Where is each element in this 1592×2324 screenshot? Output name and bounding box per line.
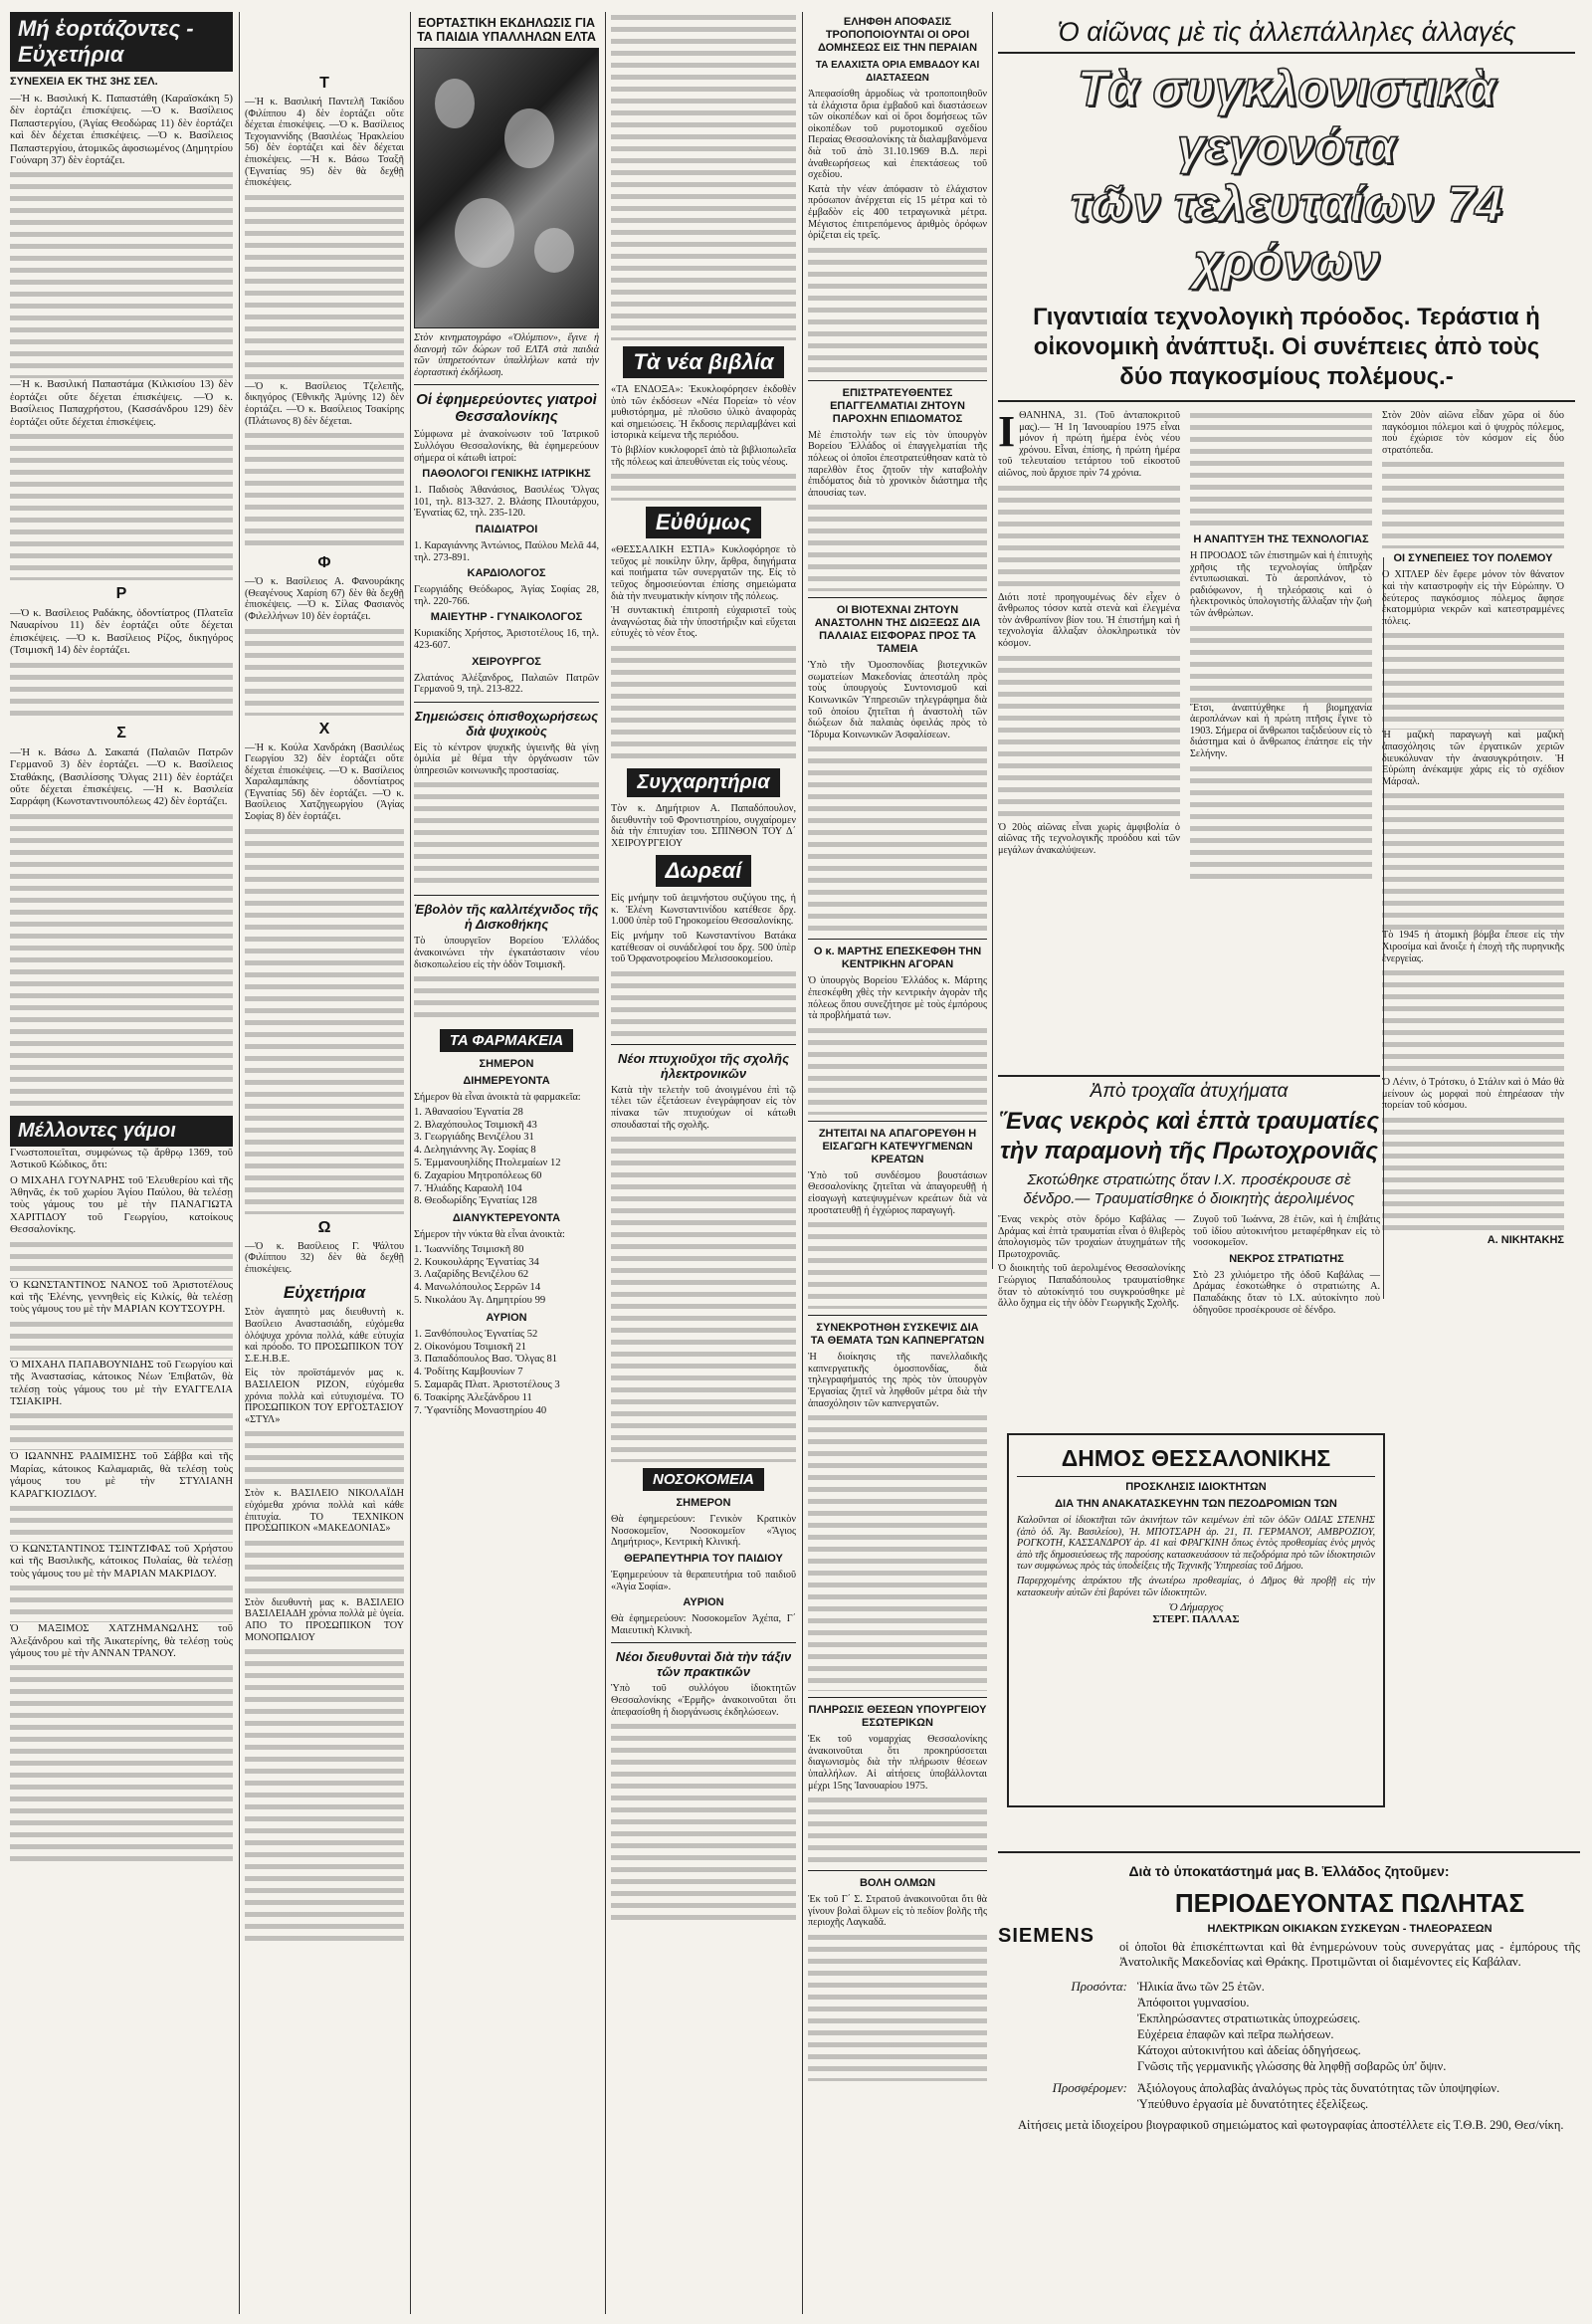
pharmacies-list-night (414, 1244, 599, 1308)
accident-kicker: Ἀπὸ τροχαῖα ἀτυχήματα (1090, 1081, 1289, 1102)
wish-text: Εἰς τὸν προϊστάμενόν μας κ. ΒΑΣΙΛΕΙΟΝ ΡΙΖΟΝ, εὐχόμεθα χρόνια πολλὰ καὶ εὐτυχισμένα. ΤΟ ΠΡΟΣΩΠΙΚΟΝ ΤΟΥ ΕΡΓΟΣΤΑΣΙΟΥ «ΣΤΥΛ» (245, 1368, 404, 1425)
doctors-specialty: ΠΑΘΟΛΟΓΟΙ ΓΕΝΙΚΗΣ ΙΑΤΡΙΚΗΣ (422, 468, 591, 481)
ad-offer-list (1137, 2080, 1499, 2112)
doctors-list: Γεωργιάδης Θεόδωρος, Ἀγίας Σοφίας 28, τηλ. 220-766. (414, 584, 599, 607)
doctors-title: Οἱ ἐφημερεύοντες γιατροὶ Θεσσαλονίκης (416, 391, 597, 426)
pharmacy-entry: 5. Σαμαρᾶς Πλατ. Ἀριστοτέλους 3 (414, 1378, 560, 1390)
accident-deck: Σκοτώθηκε στρατιώτης ὅταν Ι.Χ. προσέκρουσε σὲ δένδρο.— Τραυματίσθηκε ὁ διοικητὴς ἀερολιμένος (1023, 1171, 1355, 1207)
greeting-text: —Ὁ κ. Βασίλειος Τζελεπῆς, δικηγόρος (Ἐθνικῆς Ἀμύνης 12) δὲν ἑορτάζει. —Ὁ κ. Βασίλειος Τσακίρης (Πλάτωνος 8) δὲν δέχεται. (245, 380, 404, 427)
feature-subhead: ΟΙ ΣΥΝΕΠΕΙΕΣ ΤΟΥ ΠΟΛΕΜΟΥ (1393, 552, 1553, 565)
greeting-text: —Ἡ κ. Βάσω Δ. Σακαπά (Παλαιῶν Πατρῶν Γερμανοῦ 3) δὲν ἑορτάζει. —Ὁ κ. Βασίλειος Σταθάκης, (Βασιλίσσης Ὄλγας 211) δὲν ἑορτάζει οὔτε δέχεται ἐπισκέψεις. —Ἡ κ. Βασιλεία Σαρράφη (Κωνσταντινουπόλεως 42) δὲν ἑορτάζει. (10, 745, 233, 808)
accident-text: Στὸ 23 χιλιόμετρο τῆς ὁδοῦ Καβάλας — Δράμας ἐσκοτώθηκε ὁ στρατιώτης Α. Παπαδάκης ὅταν τὸ Ι.Χ. αὐτοκίνητο ποὺ ὁδηγοῦσε προσέκρουσε σὲ δένδρο. (1193, 1269, 1380, 1316)
news-text: Κατὰ τὴν νέαν ἀπόφασιν τὸ ἐλάχιστον πρόσωπον ἀνέρχεται εἰς 15 μέτρα καὶ τὸ ἐμβαδὸν εἰς 400 τετραγωνικὰ μέτρα. Μέγιστος ἐπιτρεπόμενος ἀριθμὸς ὀρόφων ὁρίζεται εἰς τρεῖς. (808, 183, 987, 242)
siemens-ad (998, 1851, 1580, 2317)
text-filler (10, 1583, 233, 1622)
text-filler (611, 1721, 796, 1920)
greeting-text: —Ὁ κ. Βασίλειος Γ. Ψάλτου (Φιλίππου 32) δὲν θὰ δεχθῇ ἐπισκέψεις. (245, 1240, 404, 1275)
ad-footer: Αἰτήσεις μετὰ ἰδιοχείρου βιογραφικοῦ σημειώματος καὶ φωτογραφίας ἀποστέλλετε εἰς Τ.Θ.Β. 290, Θεσ/νίκη. (1018, 2118, 1564, 2132)
municipal-sign-name: ΣΤΕΡΓ. ΠΑΛΛΑΣ (1152, 1613, 1240, 1626)
congratulations-text: Τὸν κ. Δημήτριον Α. Παπαδόπουλον, διευθυντὴν τοῦ Φροντιστηρίου, συγχαίρομεν διὰ τὴν ἐπιτυχίαν του. ΣΠΙΝΘΟΝ ΤΟΥ Δ΄ ΧΕΙΡΟΥΡΓΕΙΟΥ (611, 802, 796, 849)
news-headline: Ο κ. ΜΑΡΤΗΣ ΕΠΕΣΚΕΦΘΗ ΤΗΝ ΚΕΝΤΡΙΚΗΝ ΑΓΟΡΑΝ (813, 946, 982, 971)
column-books-announcements (611, 12, 796, 2314)
event-headline: ΕΟΡΤΑΣΤΙΚΗ ΕΚΔΗΛΩΣΙΣ ΓΙΑ ΤΑ ΠΑΙΔΙΑ ΥΠΑΛΛΗΛΩΝ ΕΛΤΑ (417, 16, 596, 44)
text-filler (10, 431, 233, 580)
text-filler (10, 169, 233, 378)
pharmacies-category: ΔΙΗΜΕΡΕΥΟΝΤΑ (463, 1075, 550, 1088)
accident-text: Ἕνας νεκρὸς στὸν δρόμο Καβάλας — Δράμας καὶ ἑπτὰ τραυματίαι εἶναι ὁ θλιβερὸς ἀπολογισμὸς τῶν τροχαίων ἀτυχημάτων τῆς Πρωτοχρονιᾶς. (998, 1214, 1185, 1260)
requirement-item: Ἐκπληρώσαντες στρατιωτικὰς ὑποχρεώσεις. (1137, 2011, 1361, 2025)
text-filler (1190, 763, 1372, 883)
text-filler (808, 1025, 987, 1115)
euthymos-text: Ἡ συντακτικὴ ἐπιτροπὴ εὐχαριστεῖ τοὺς ἀναγνώστας διὰ τὴν ὑποστήριξιν καὶ εὔχεται εὐτυχὲς τὸ νέον ἔτος. (611, 605, 796, 640)
feature-text: Ἔτσι, ἀναπτύχθηκε ἡ βιομηχανία ἀεροπλάνων καὶ ἡ πρώτη πτῆσις ἔγινε τὸ 1903. Σήμερα οἱ ἄνθρωποι ταξιδεύουν εἰς τὸ διάστημα καὶ ὁ ἄνθρωπος ἐπάτησε εἰς τὴν Σελήνην. (1190, 702, 1372, 759)
offer-item: Ὑπεύθυνο ἐργασία μὲ δυνατότητες ἐξελίξεως. (1137, 2097, 1369, 2111)
feature-text: Ο ΧΙΤΛΕΡ δὲν ἔφερε μόνον τὸν θάνατον καὶ τὴν καταστροφὴν εἰς τὴν Εὐρώπην. Ὁ δεύτερος παγκόσμιος πόλεμος ἄφησε ἐκατομμύρια νεκρῶν καὶ κατεστραμμένες πόλεις. (1382, 569, 1564, 627)
feature-text: Τὸ 1945 ἡ ἀτομικὴ βόμβα ἔπεσε εἰς τὴν Χιροσίμα καὶ ἄνοιξε ἡ ἐποχὴ τῆς πυρηνικῆς ἐνεργείας. (1382, 930, 1564, 964)
ad-subtitle: ΗΛΕΚΤΡΙΚΩΝ ΟΙΚΙΑΚΩΝ ΣΥΣΚΕΥΩΝ - ΤΗΛΕΟΡΑΣΕΩΝ (1207, 1923, 1492, 1935)
section-letter: Σ (116, 724, 126, 741)
ad-requirements-list (1137, 1979, 1446, 2074)
pharmacies-today: ΣΗΜΕΡΟΝ (479, 1058, 534, 1071)
municipal-sign-role: Ὁ Δήμαρχος (1168, 1601, 1224, 1614)
banner-greetings: Μή ἑορτάζοντες - Εὐχετήρια (10, 12, 233, 72)
ad-body: οἱ ὁποῖοι θὰ ἐπισκέπτωνται καὶ θὰ ἐνημερώνουν τοὺς συνεργάτας μας - ἐμπόρους τῆς Ἀνατολικῆς Μακεδονίας καὶ Θράκης. Προτιμῶνται οἱ διαμένοντες εἰς Καβάλαν. (1119, 1940, 1580, 1969)
hospitals-text: Θὰ ἐφημερεύουν: Γενικὸν Κρατικὸν Νοσοκομεῖον, Νοσοκομεῖον «Ἅγιος Δημήτριος», Κεντρικὴ Κλινική. (611, 1514, 796, 1549)
section-letter: Χ (318, 720, 330, 738)
news-headline: ΟΙ ΒΙΟΤΕΧΝΑΙ ΖΗΤΟΥΝ ΑΝΑΣΤΟΛΗΝ ΤΗΣ ΔΙΩΞΕΩΣ ΔΙΑ ΠΑΛΑΙΑΣ ΕΙΣΦΟΡΑΣ ΠΡΟΣ ΤΑ ΤΑΜΕΙΑ (814, 604, 981, 656)
greeting-text: —Ἡ κ. Βασιλική Παντελῆ Τακίδου (Φιλίππου 4) δὲν ἑορτάζει οὔτε δέχεται ἐπισκέψεις. —Ὁ κ. Βασίλειος Τεχογιαννίδης (Βασιλέως Ἡρακλείου 56) δὲν ἑορτάζει καὶ δὲν δέχεται ἐπισκέψεις. —Ἡ κ. Βάσω Τσαξῆ (Ἐγνατίας 95) δὲν θὰ δεχθῇ ἐπισκέψεις. (245, 97, 404, 189)
text-filler (245, 430, 404, 549)
pharmacy-entry: 3. Παπαδόπουλος Βασ. Ὄλγας 81 (414, 1354, 558, 1366)
feature-text: ΘΑΝΗΝΑ, 31. (Τοῦ ἀνταποκριτοῦ μας).— Ἡ 1η Ἰανουαρίου 1975 εἶναι μόνον ἡ πρώτη ἡμέρα ἑνὸς νέου χρόνου. Εἶναι, ἐπίσης, ἡ πρώτη ἡμέρα τοῦ τελευταίου τετάρτου τοῦ εἰκοστοῦ αἰῶνος, ποὺ ἄρχισε πρὶν 74 χρόνια. (998, 410, 1180, 479)
section-letter: Ρ (115, 585, 127, 603)
accident-text: Ὁ διοικητὴς τοῦ ἀερολιμένος Θεσσαλονίκης Γεώργιος Παπαδόπουλος τραυματίσθηκε ὅταν τὸ αὐτοκίνητό του συγκρούσθηκε μὲ ἄλλο ὄχημα εἰς τὴν ὁδὸν Γεωργικῆς Σχολῆς. (998, 1263, 1185, 1310)
text-filler (245, 192, 404, 381)
notes-title: Σημειώσεις ὁπισθοχωρήσεως διὰ ψυχικοὺς (415, 708, 598, 739)
hospitals-today: ΣΗΜΕΡΟΝ (676, 1497, 731, 1510)
requirement-item: Κάτοχοι αὐτοκινήτου καὶ ἀδείας ὁδηγήσεως. (1137, 2043, 1361, 2057)
requirement-item: Γνῶσις τῆς γερμανικῆς γλώσσης θὰ ληφθῇ σοβαρῶς ὑπ' ὄψιν. (1137, 2059, 1447, 2073)
text-filler (1382, 1115, 1564, 1234)
text-filler (10, 811, 233, 1110)
feature-title-line2: τῶν τελευταίων 74 χρόνων (1071, 176, 1502, 290)
notes-text: Εἰς τὸ κέντρον ψυχικῆς ὑγιεινῆς θὰ γίνῃ ὁμιλία μὲ θέμα τὴν ὀργάνωσιν τῶν ὑπηρεσιῶν κοινωνικῆς προστασίας. (414, 741, 599, 776)
wedding-notice: Ὁ ΚΩΝΣΤΑΝΤΙΝΟΣ ΤΣΙΝΤΖΙΦΑΣ τοῦ Χρήστου καὶ τῆς Βασιλικῆς, κάτοικος Πυλαίας, θὰ τελέσῃ τοὺς γάμους του μὲ τὴν ΜΑΡΙΑΝ ΜΑΚΡΙΔΟΥ. (10, 1543, 233, 1580)
pharmacy-entry: 4. Μανωλόπουλος Σερρῶν 14 (414, 1282, 541, 1294)
wedding-notice: Ὁ ΜΑΞΙΜΟΣ ΧΑΤΖΗΜΑΝΩΛΗΣ τοῦ Ἀλεξάνδρου καὶ τῆς Ἀικατερίνης, θὰ τελέσῃ τοὺς γάμους του μὲ τὴν ΑΝΝΑΝ ΤΡΑΝΟΥ. (10, 1622, 233, 1660)
column-greetings (10, 12, 233, 2314)
column-greetings-continued (245, 12, 404, 2314)
text-filler (10, 1239, 233, 1279)
pharmacy-entry: 2. Κουκουλάρης Ἐγνατίας 34 (414, 1256, 539, 1268)
news-headline: ΠΛΗΡΩΣΙΣ ΘΕΣΕΩΝ ΥΠΟΥΡΓΕΙΟΥ ΕΣΩΤΕΡΙΚΩΝ (808, 1704, 987, 1730)
news-text: Ἡ διοίκησις τῆς πανελλαδικῆς καπνεργατικῆς ὁμοσπονδίας, διὰ τηλεγραφήματός της πρὸς τὸν ὑπουργὸν Ἐργασίας ζητεῖ νὰ ληφθοῦν μέτρα διὰ τὴν ἀπασχόλησιν τῶν καπνεργατῶν. (808, 1352, 987, 1409)
news-text: Ὁ ὑπουργὸς Βορείου Ἑλλάδος κ. Μάρτης ἐπεσκέφθη χθὲς τὴν κεντρικὴν ἀγορὰν τῆς πόλεως ὅπου συνεζήτησε μὲ τοὺς ἐμπόρους τὰ προβλήματά των. (808, 975, 987, 1022)
books-text: «ΤΑ ΕΝΔΟΞΑ»: Ἐκυκλοφόρησεν ἐκδοθὲν ὑπὸ τῶν ἐκδόσεων «Νέα Πορεία» τὸ νέον μυθιστόρημα, μὲ πλοῦσιο ὑλικὸ ἀναφορὰς καὶ σημειώσεις. Ἡ ἔκδοσις περιλαμβάνει καὶ ἱστορικὰ κείμενα τῆς περιόδου. (611, 384, 796, 442)
feature-subhead: Η ΑΝΑΠΤΥΞΗ ΤΗΣ ΤΕΧΝΟΛΟΓΙΑΣ (1193, 533, 1369, 545)
feature-title-line1: Τὰ συγκλονιστικὰ γεγονότα (1077, 61, 1496, 174)
pharmacy-entry: 2. Βλαχόπουλος Τσιμισκῆ 43 (414, 1119, 537, 1131)
pharmacy-entry: 2. Οἰκονόμου Τσιμισκῆ 21 (414, 1341, 526, 1353)
wedding-intro: Γνωστοποιεῖται, συμφώνως τῷ ἄρθρῳ 1369, τοῦ Ἀστικοῦ Κώδικος, ὅτι: (10, 1146, 233, 1171)
pharmacy-entry: 1. Ξανθόπουλος Ἐγνατίας 52 (414, 1328, 538, 1340)
text-filler (245, 626, 404, 716)
pharmacy-entry: 8. Θεοδωρίδης Ἐγνατίας 128 (414, 1195, 537, 1207)
bottom-article-text: Ὑπὸ τοῦ συλλόγου ἰδιοκτητῶν Θεσσαλονίκης «Ἑρμῆς» ἀνακοινοῦται ὅτι ἀπεφασίσθη ἡ διοργάνωσις ἐκδηλώσεων. (611, 1683, 796, 1718)
doctors-list: 1. Καραγιάννης Ἀντώνιος, Παύλου Μελᾶ 44, τηλ. 273-891. (414, 539, 599, 563)
text-filler (611, 968, 796, 1038)
accident-title: Ἕνας νεκρὸς καὶ ἑπτὰ τραυματίες τὴν παραμονὴ τῆς Πρωτοχρονιᾶς (998, 1108, 1380, 1164)
pharmacy-entry: 6. Ζαχαρίου Μητροπόλεως 60 (414, 1169, 542, 1181)
pharmacy-entry: 6. Τσακίρης Ἀλεξάνδρου 11 (414, 1391, 532, 1403)
ad-title: ΠΕΡΙΟΔΕΥΟΝΤΑΣ ΠΩΛΗΤΑΣ (1174, 1888, 1525, 1918)
pharmacies-intro: Σήμερον τὴν νύκτα θὰ εἶναι ἀνοικτὰ: (414, 1229, 565, 1241)
graduates-title: Νέοι πτυχιοῦχοι τῆς σχολῆς ἠλεκτρονικῶν (617, 1050, 790, 1081)
continued-note: ΣΥΝΕΧΕΙΑ ΕΚ ΤΗΣ 3ΗΣ ΣΕΛ. (10, 76, 158, 88)
hospitals-text: Ἐφημερεύουν τὰ θεραπευτήρια τοῦ παιδιοῦ «Ἁγία Σοφία». (611, 1570, 796, 1592)
pharmacy-entry: 7. Ἠλιάδης Καραολῆ 104 (414, 1182, 522, 1194)
text-filler (998, 653, 1180, 822)
wish-text: Στὸν διευθυντὴ μας κ. ΒΑΣΙΛΕΙΟ ΒΑΣΙΛΕΙΑΔΗ χρόνια πολλὰ μὲ ὑγεία. ΑΠΟ ΤΟ ΠΡΟΣΩΠΙΚΟΝ ΤΟΥ ΜΟΝΟΠΩΛΙΟΥ (245, 1596, 404, 1643)
donations-text: Εἰς μνήμην τοῦ Κωνσταντίνου Βατάκα κατέθεσαν οἱ συνάδελφοί του δρχ. 500 ὑπὲρ τοῦ Ὀρφανοτροφείου Μελισσοκομείου. (611, 931, 796, 965)
feature-text: Ὁ Λένιν, ὁ Τρότσκυ, ὁ Στάλιν καὶ ὁ Μάο θὰ μείνουν ὡς μορφαὶ ποὺ ἐπηρέασαν τὴν πορείαν τοῦ κόσμου. (1382, 1077, 1564, 1112)
pharmacy-entry: 5. Νικολάου Ἀγ. Δημητρίου 99 (414, 1295, 546, 1306)
greeting-text: —Ἡ κ. Κούλα Χανδράκη (Βασιλέως Γεωργίου 32) δὲν ἑορτάζει οὔτε δέχεται ἐπισκέψεις. —Ὁ κ. Βασίλειος Χαραλαμπάκης ὀδοντίατρος (Ἐγνατίας 56) δὲν ἑορτάζει. —Ὁ κ. Βασίλειος Χατζηγεωργίου (Ἀγίας Σοφίας 8) δὲν ἑορτάζει. (245, 741, 404, 823)
text-filler (611, 1134, 796, 1462)
news-headline: ΕΠΙΣΤΡΑΤΕΥΘΕΝΤΕΣ ΕΠΑΓΓΕΛΜΑΤΙΑΙ ΖΗΤΟΥΝ ΠΑΡΟΧΗΝ ΕΠΙΔΟΜΑΤΟΣ (830, 386, 965, 425)
feature-deck: Γιγαντιαία τεχνολογικὴ πρόοδος. Τεράστια ἡ οἰκονομικὴ ἀνάπτυξι. Οἱ συνέπειες ἀπὸ τοὺς δύο παγκοσμίους πολέμους.- (998, 295, 1575, 402)
pharmacies-list-day (414, 1107, 599, 1208)
feature-col-c (1382, 410, 1564, 1246)
text-filler (611, 12, 796, 340)
banner-weddings: Μέλλοντες γάμοι (10, 1116, 233, 1147)
municipal-notice (1007, 1433, 1385, 1807)
requirement-item: Εὐχέρεια ἐπαφῶν καὶ πεῖρα πωλήσεων. (1137, 2027, 1334, 2041)
euthymos-text: «ΘΕΣΣΑΛΙΚΗ ΕΣΤΙΑ» Κυκλοφόρησε τὸ τεῦχος μὲ ποικίλην ὕλην, ἄρθρα, διηγήματα καὶ ποιήματα τῶν συνεργατῶν της. Εἰς τὸ τεῦχος δημοσιεύονται ἐπίσης σημειώματα διὰ τὴν πνευματικὴν κίνησιν τῆς πόλεως. (611, 544, 796, 602)
feature-text: Στὸν 20ὸν αἰῶνα εἶδαν χῶρα οἱ δύο παγκόσμιοι πόλεμοι καὶ ὁ ψυχρὸς πόλεμος, ποὺ ἐχώρισε τὸν κόσμον εἰς δύο στρατόπεδα. (1382, 410, 1564, 456)
congratulations-label: Συγχαρητήρια (627, 768, 779, 797)
wedding-notice: Ὁ ΜΙΧΑΗΛ ΠΑΠΑΒΟΥΝΙΔΗΣ τοῦ Γεωργίου καὶ τῆς Ἀναστασίας, κάτοικος Νέων Ἐπιβατῶν, θὰ τελέσῃ τοὺς γάμους του μὲ τὴν ΕΥΑΓΓΕΛΙΑ ΤΣΙΑΚΙΡΗ. (10, 1358, 233, 1407)
text-filler (1382, 790, 1564, 930)
wish-text: Στὸν ἀγαπητὸ μας διευθυντὴ κ. Βασίλειο Αναστασιάδη, εὐχόμεθα ὁλόψυχα χρόνια πολλά, κάθε εὐτυχία καὶ πρόοδο. ΤΟ ΠΡΟΣΩΠΙΚΟΝ ΤΟΥ Σ.Ε.Η.Β.Ε. (245, 1307, 404, 1365)
column-event-doctors (414, 12, 599, 2314)
pharmacy-entry: 1. Ἰωαννίδης Τσιμισκῆ 80 (414, 1243, 524, 1255)
news-headline: ΖΗΤΕΙΤΑΙ ΝΑ ΑΠΑΓΟΡΕΥΘΗ Η ΕΙΣΑΓΩΓΗ ΚΑΤΕΨΥΓΜΕΝΩΝ ΚΡΕΑΤΩΝ (818, 1127, 977, 1165)
record-shop-title: Ἐβολὸν τῆς καλλιτέχνιδος τῆς ἡ Δισκοθήκης (414, 902, 599, 933)
pharmacy-entry: 7. Ὑφαντίδης Μοναστηρίου 40 (414, 1404, 547, 1416)
feature-text: Διότι ποτὲ προηγουμένως δὲν εἶχεν ὁ ἄνθρωπος τόσον κατὰ στενὰ καὶ ἐλεγμένα τὸν ἀνθρωπίνον βίον του. Ἡ ἐπιστήμη καὶ ἡ τεχνολογία ἄλλαξαν ὁλοκληρωτικὰ τὸν κόσμον. (998, 591, 1180, 649)
pharmacies-list-tomorrow (414, 1329, 599, 1418)
feature-text: Ἡ μαζικὴ παραγωγὴ καὶ μαζικὴ ἀπασχόλησις τῶν ἐργατικῶν χεριῶν διευκόλυναν τὴν ἀνασυγκρότησιν. Ἡ Εὐρώπη ἀνέκαμψε χάρις εἰς τὸ σχέδιον Μάρσαλ. (1382, 730, 1564, 787)
text-filler (998, 483, 1180, 592)
text-filler (245, 1428, 404, 1488)
pharmacy-entry: 3. Γεωργιάδης Βενιζέλου 31 (414, 1132, 534, 1144)
text-filler (245, 1538, 404, 1597)
text-filler (808, 743, 987, 933)
pharmacy-entry: 4. Δεληγιάννης Ἀγ. Σοφίας 8 (414, 1145, 536, 1157)
doctors-list: Κυριακίδης Χρήστος, Ἀριστοτέλους 16, τηλ. 423-607. (414, 628, 599, 651)
section-letter: Τ (319, 75, 329, 92)
text-filler (808, 1412, 987, 1691)
doctors-intro: Σύμφωνα μὲ ἀνακοίνωσιν τοῦ Ἰατρικοῦ Συλλόγου Θεσσαλονίκης, θὰ ἐφημερεύουν σήμερα οἱ κάτωθι ἰατροί: (414, 429, 599, 464)
pharmacies-label: ΤΑ ΦΑΡΜΑΚΕΙΑ (440, 1029, 573, 1052)
news-text: Ὑπὸ τοῦ συνδέσμου βουστάσιων Θεσσαλονίκης ζητεῖται νὰ ἀπαγορευθῇ ἡ εἰσαγωγὴ κατεψυγμένων κρεάτων διὰ νὰ προστατευθῇ ἡ ἐγχώριος παραγωγή. (808, 1169, 987, 1216)
news-headline: ΒΟΛΗ ΟΛΜΩΝ (859, 1877, 936, 1890)
text-filler (245, 1646, 404, 1945)
pharmacy-entry: 1. Ἀθανασίου Ἐγνατία 28 (414, 1106, 523, 1118)
text-filler (1382, 459, 1564, 548)
photo-caption: Στὸν κινηματογράφο «Ὀλύμπιον», ἔγινε ἡ διανομὴ τῶν δώρων τοῦ ΕΛΤΑ στὰ παιδιὰ τῶν ὑπηρετούντων ὑπαλλήλων κατὰ τὴν ἐορταστικὴ ἐκδήλωση. (414, 332, 599, 378)
text-filler (10, 1662, 233, 1861)
text-filler (808, 1219, 987, 1309)
text-filler (414, 779, 599, 889)
column-local-news (808, 12, 987, 2314)
news-text: Ἐκ τοῦ Γ΄ Σ. Στρατοῦ ἀνακοινοῦται ὅτι θὰ γίνουν βολαὶ ὅλμων εἰς τὸ πεδίον βολῆς τῆς περιοχῆς Λαγκαδᾶ. (808, 1894, 987, 1929)
event-photo (414, 48, 599, 328)
greeting-text: —Ὁ κ. Βασίλειος Α. Φανουράκης (Θεαγένους Χαρίση 67) δὲν θὰ δεχθῇ ἐπισκέψεις. —Ὁ κ. Σίλας Φασιανὸς (Φιλελλήνων 10) δὲν ἑορτάζει. (245, 576, 404, 622)
text-filler (10, 660, 233, 720)
donations-text: Εἰς μνήμην τοῦ ἀειμνήστου συζύγου της, ἡ κ. Ἑλένη Κωνσταντινίδου κατέθεσε δρχ. 1.000 ὑπὲρ τοῦ Γηροκομείου Θεσσαλονίκης. (611, 893, 796, 928)
municipal-body: Παρερχομένης ἀπράκτου τῆς ἀνωτέρω προθεσμίας, ὁ Δῆμος θὰ προβῇ εἰς τὴν κατασκευὴν αὐτῶν ἐπὶ βαρύνει τῶν ἰδιοκτητῶν. (1017, 1575, 1375, 1598)
requirement-item: Ἀπόφοιτοι γυμνασίου. (1137, 1996, 1250, 2009)
byline: Α. ΝΙΚΗΤΑΚΗΣ (1487, 1233, 1564, 1246)
doctors-list: Ζλατάνος Ἀλέξανδρος, Παλαιῶν Πατρῶν Γερμανοῦ 9, τηλ. 213-822. (414, 672, 599, 696)
offer-item: Ἀξιόλογους ἀπολαβὰς ἀναλόγως πρὸς τὰς δυνατότητας τῶν ὑποψηφίων. (1137, 2081, 1500, 2095)
municipal-title: ΔΗΜΟΣ ΘΕΣΣΑΛΟΝΙΚΗΣ (1017, 1445, 1375, 1477)
text-filler (1382, 630, 1564, 730)
pharmacies-intro: Σήμερον θὰ εἶναι ἀνοικτὰ τὰ φαρμακεῖα: (414, 1092, 581, 1104)
text-filler (245, 826, 404, 1214)
wish-text: Στὸν κ. ΒΑΣΙΛΕΙΟ ΝΙΚΟΛΑΪΔΗ εὐχόμεθα χρόνια πολλὰ καὶ κάθε ἐπιτυχία. ΤΟ ΤΕΧΝΙΚΟΝ ΠΡΟΣΩΠΙΚΟΝ «ΜΑΚΕΔΟΝΙΑΣ» (245, 1488, 404, 1535)
text-filler (1190, 410, 1372, 529)
hospitals-text: Θὰ ἐφημερεύουν: Νοσοκομεῖον Ἀχέπα, Γ΄ Μαιευτικὴ Κλινικὴ. (611, 1613, 796, 1636)
text-filler (611, 471, 796, 501)
municipal-subtitle: ΠΡΟΣΚΛΗΣΙΣ ΙΔΙΟΚΤΗΤΩΝ (1125, 1481, 1267, 1493)
hospitals-sub: ΘΕΡΑΠΕΥΤΗΡΙΑ ΤΟΥ ΠΑΙΔΙΟΥ (624, 1553, 783, 1565)
donations-label: Δωρεαί (656, 855, 752, 887)
record-shop-text: Τὸ ὑπουργεῖον Βορείου Ἑλλάδος ἀνακοινώνει τὴν ἐγκατάστασιν νέου δισκοπωλείου εἰς τὴν ὁδὸν Τσιμισκῆ. (414, 936, 599, 970)
news-headline: ΣΥΝΕΚΡΟΤΗΘΗ ΣΥΣΚΕΨΙΣ ΔΙΑ ΤΑ ΘΕΜΑΤΑ ΤΩΝ ΚΑΠΝΕΡΓΑΤΩΝ (810, 1322, 985, 1348)
wedding-notice: Ὁ ΙΩΑΝΝΗΣ ΡΑΔΙΜΙΣΗΣ τοῦ Σάββα καὶ τῆς Μαρίας, κάτοικος Καλαμαριᾶς, θὰ τελέσῃ τοὺς γάμους του μὲ τὴν ΣΤΥΛΙΑΝΗ ΚΑΡΑΓΚΙΟΖΙΔΟΥ. (10, 1450, 233, 1500)
wishes-heading: Εὐχετήρια (283, 1283, 366, 1303)
wedding-notice: Ο ΜΙΧΑΗΛ ΓΟΥΝΑΡΗΣ τοῦ Ἐλευθερίου καὶ τῆς Ἀθηνᾶς, ἐκ τοῦ χωρίου Ἁγίου Παύλου, θὰ τελέσῃ τοὺς γάμους του μὲ τὴν ΠΑΝΑΓΙΩΤΑ ΧΑΡΙΤΙΔΟΥ τοῦ Γεωργίου, κατοίκους Θεσσαλονίκης. (10, 1173, 233, 1236)
doctors-specialty: ΚΑΡΔΙΟΛΟΓΟΣ (467, 567, 546, 580)
pharmacy-entry: 5. Ἐμμανουηλίδης Πτολεμαίων 12 (414, 1158, 561, 1169)
accident-text: Ζυγοῦ τοῦ Ἰωάννα, 28 ἐτῶν, καὶ ἡ ἐπιβάτις τοῦ ἰδίου αὐτοκινήτου μεταφέρθηκαν εἰς τὸ νοσοκομεῖον. (1193, 1214, 1380, 1249)
section-letter: Φ (317, 554, 331, 572)
text-filler (808, 502, 987, 591)
requirement-item: Ἡλικία ἄνω τῶν 25 ἐτῶν. (1137, 1980, 1265, 1994)
greeting-text: —Ἡ κ. Βασιλική Παπαστάμα (Κιλκισίου 13) δὲν ἑορτάζει οὔτε δέχεται ἐπισκέψεις. —Ὁ κ. Βασίλειος Παπαχρήστου, (Κασσάνδρου 129) δὲν ἑορτάζει οὔτε δέχεται ἐπισκέψεις. (10, 378, 233, 428)
doctors-list: 1. Παδισὸς Ἀθανάσιος, Βασιλέως Ὄλγας 101, τηλ. 813-327. 2. Βλάσης Πλουτάρχου, Ἐγνατίας 62, τηλ. 235-120. (414, 485, 599, 520)
ad-offer-label: Προσφέρομεν: (1052, 2080, 1127, 2095)
wedding-notice: Ὁ ΚΩΝΣΤΑΝΤΙΝΟΣ ΝΑΝΟΣ τοῦ Ἀριστοτέλους καὶ τῆς Ἑλένης, γεννηθεὶς εἰς Κιλκίς, θὰ τελέσῃ τοὺς γάμους του μὲ τὴν ΜΑΡΙΑΝ ΚΟΥΤΣΟΥΡΗ. (10, 1278, 233, 1316)
ad-intro: Διὰ τὸ ὑποκατάστημά μας Β. Ἑλλάδος ζητοῦμεν: (1128, 1863, 1450, 1879)
text-filler (808, 245, 987, 374)
greeting-text: —Ἡ κ. Βασιλική Κ. Παπαστάθη (Καραϊσκάκη 5) δὲν ἑορτάζει ἐπισκέψεις. —Ὁ κ. Βασίλειος Παπαστεργίου, (Ἁγίας Θεοδώρας 11) δὲν ἑορτάζει καὶ δὲν δέχεται ἐπισκέψεις. —Ὁ κ. Βασίλειος Παπαστεργίου, ἀτομικῶς ἀφοσιωμένος (Δημητρίου Γούναρη 37) δὲν ἑορτάζει. (10, 93, 233, 167)
section-letter: Ω (317, 1218, 331, 1236)
books-text: Τὸ βιβλίον κυκλοφορεῖ ἀπὸ τὰ βιβλιοπωλεῖα τῆς πόλεως καὶ ἀπευθύνεται εἰς τοὺς νέους. (611, 444, 796, 468)
euthymos-label: Εὐθύμως (646, 507, 761, 538)
text-filler (808, 1932, 987, 2081)
text-filler (808, 1795, 987, 1864)
news-text: Ὑπὸ τῆν Ὁμοσπονδίας βιοτεχνικῶν σωματείων Μακεδονίας ἀπεστάλη πρὸς τοὺς ὑπουργοὺς Συντονισμοῦ καὶ Κοινωνικῶν Ὑπηρεσιῶν τηλεγράφημα διὰ τοῦ ὁποίου ζητεῖται ἡ ἀναστολὴ τῶν διώξεων διὰ παλαιὰς ὀφειλάς πρὸς τὸ Ἵδρυμα Κοινωνικῶν Ἀσφαλίσεων. (808, 660, 987, 740)
text-filler (611, 643, 796, 762)
feature-text: Η ΠΡΟΟΔΟΣ τῶν ἐπιστημῶν καὶ ἡ ἐπιτυχὴς χρῆσις τῆς τεχνολογίας ὑπῆρξαν ἐντυπωσιακαὶ. Τὸ ἀεροπλάνον, τὸ ραδιόφωνον, ἡ τηλεόρασις καὶ ὁ ἠλεκτρονικὸς ὑπολογιστὴς ἄλλαξαν τὴν ζωὴ τῶν ἀνθρώπων. (1190, 550, 1372, 619)
pharmacy-entry: 4. Ῥοδίτης Καμβουνίων 7 (414, 1367, 523, 1378)
news-subhead: ΤΑ ΕΛΑΧΙΣΤΑ ΟΡΙΑ ΕΜΒΑΔΟΥ ΚΑΙ ΔΙΑΣΤΑΣΕΩΝ (815, 60, 980, 84)
text-filler (1382, 967, 1564, 1077)
text-filler (1190, 623, 1372, 703)
doctors-specialty: ΜΑΙΕΥΤΗΡ - ΓΥΝΑΙΚΟΛΟΓΟΣ (430, 611, 583, 624)
text-filler (10, 1503, 233, 1543)
doctors-specialty: ΧΕΙΡΟΥΡΓΟΣ (472, 655, 541, 668)
accident-subhead: ΝΕΚΡΟΣ ΣΤΡΑΤΙΩΤΗΣ (1229, 1252, 1344, 1265)
pharmacy-entry: 3. Λαζαρίδης Βενιζέλου 62 (414, 1269, 529, 1281)
text-filler (414, 973, 599, 1023)
text-filler (10, 1410, 233, 1450)
text-filler (10, 1319, 233, 1359)
graduates-text: Κατὰ τὴν τελετὴν τοῦ ἀνοιγμένου ἐπὶ τῷ τέλει τῶν ἐξετάσεων ἐνεγράφησαν εἰς τὸν πίνακα τῶν πτυχιούχων οἱ κάτωθι σπουδασταί τῆς σχολῆς. (611, 1084, 796, 1131)
feature-text: Ὁ 20ὸς αἰῶνας εἶναι χωρὶς ἀμφιβολία ὁ αἰῶνας τῆς τεχνολογικῆς προόδου καὶ τῶν μεγάλων ἀνακαλύψεων. (998, 821, 1180, 856)
news-text: Ἐκ τοῦ νομαρχίας Θεσσαλονίκης ἀνακοινοῦται ὅτι προκηρύσσεται διαγωνισμὸς διὰ τὴν πλήρωσιν θέσεων ὑπαλλήλων. Αἱ αἰτήσεις ὑποβάλλονται μέχρι 15ης Ἰανουαρίου 1975. (808, 1734, 987, 1792)
hospitals-tomorrow: ΑΥΡΙΟΝ (683, 1596, 724, 1609)
doctors-specialty: ΠΑΙΔΙΑΤΡΟΙ (475, 523, 538, 535)
municipal-subtitle: ΔΙΑ ΤΗΝ ΑΝΑΚΑΤΑΣΚΕΥΗΝ ΤΩΝ ΠΕΖΟΔΡΟΜΙΩΝ ΤΩΝ (1055, 1498, 1337, 1510)
pharmacies-tomorrow: ΑΥΡΙΟΝ (486, 1311, 527, 1324)
feature-kicker: Ὁ αἰῶνας μὲ τὶς ἀλλεπάλληλες ἀλλαγές (998, 16, 1575, 54)
ad-requirements-label: Προσόντα: (1071, 1979, 1127, 1994)
bottom-article-title: Νέοι διευθυνταὶ διὰ τὴν τάξιν τῶν πρακτικῶν (615, 1649, 792, 1680)
municipal-body: Καλοῦνται οἱ ἰδιοκτῆται τῶν ἀκινήτων τῶν κειμένων ἐπὶ τῶν ὁδῶν ΟΔΙΑΣ ΣΤΕΝΗΣ (ἀπὸ ὁδ. Ἁγ. Βασιλείου), Ἡ. ΜΠΟΤΣΑΡΗ ἀρ. 21, Π. ΓΕΡΜΑΝΟΥ, ΑΜΒΡΟΖΙΟΥ, ΡΟΓΚΟΤΗ, ΚΑΣΣΑΝΔΡΟΥ ἀρ. 41 καὶ ΦΡΑΓΚΙΝΗ ὅπως ἐντὸς προθεσμίας ἑνὸς μηνὸς ἀπὸ τῆς δημοσιεύσεως τῆς παρούσης κατασκευάσουν τὰ πεζοδρόμια πρὸ τῶν ἰδιοκτησιῶν των συμφώνως πρὸς τὰς ὑποδείξεις τῆς Τεχνικῆς Ὑπηρεσίας τοῦ Δήμου. (1017, 1515, 1375, 1573)
accident-article (998, 1075, 1380, 1425)
greeting-text: —Ὁ κ. Βασίλειος Ραδάκης, ὀδοντίατρος (Πλατεῖα Ναυαρίνου 11) δὲν ἑορτάζει οὔτε δέχεται ἐπισκέψεις. —Ὁ κ. Βασίλειος Ρίζος, δικηγόρος (Τσιμισκῆ 14) δὲν ἑορτάζει. (10, 607, 233, 657)
news-text: Μὲ ἐπιστολήν των εἰς τὸν ὑπουργὸν Βορείου Ἑλλάδος οἱ ἐπαγγελματίαι τῆς πόλεως οἱ ὁποῖοι ἐπεστρατεύθησαν κατὰ τὸ παρελθὸν ἔτος ζητοῦν τὴν καταβολὴν ἐπιδόματος διὰ τὸ χρονικὸν διάστημα τῆς ἀπουσίας των. (808, 429, 987, 499)
siemens-logo: SIEMENS (998, 1925, 1095, 1947)
news-text: Ἀπεφασίσθη ἁρμοδίως νὰ τροποποιηθοῦν τὰ ἐλάχιστα ὅρια ἐμβαδοῦ καὶ διαστάσεων τῶν οἰκοπέδων καὶ οἱ ὅροι δομήσεως τῶν οἰκοπέδων τοῦ ρυμοτομικοῦ σχεδίου Περαίας Θεσσαλονίκης τὰ διαλαμβανόμενα διὰ τοῦ ἀπὸ 31.10.1969 Β.Δ. περὶ ἀναθεωρήσεως καὶ ἐπεκτάσεως τοῦ σχεδίου. (808, 89, 987, 181)
books-label: Τὰ νέα βιβλία (623, 346, 783, 378)
dropcap: Ι (998, 407, 1016, 456)
news-headline: ΕΛΗΦΘΗ ΑΠΟΦΑΣΙΣ ΤΡΟΠΟΠΟΙΟΥΝΤΑΙ ΟΙ ΟΡΟΙ ΔΟΜΗΣΕΩΣ ΕΙΣ ΤΗΝ ΠΕΡΑΙΑΝ (817, 16, 978, 54)
pharmacies-category: ΔΙΑΝΥΚΤΕΡΕΥΟΝΤΑ (452, 1212, 561, 1225)
hospitals-label: ΝΟΣΟΚΟΜΕΙΑ (643, 1468, 764, 1491)
